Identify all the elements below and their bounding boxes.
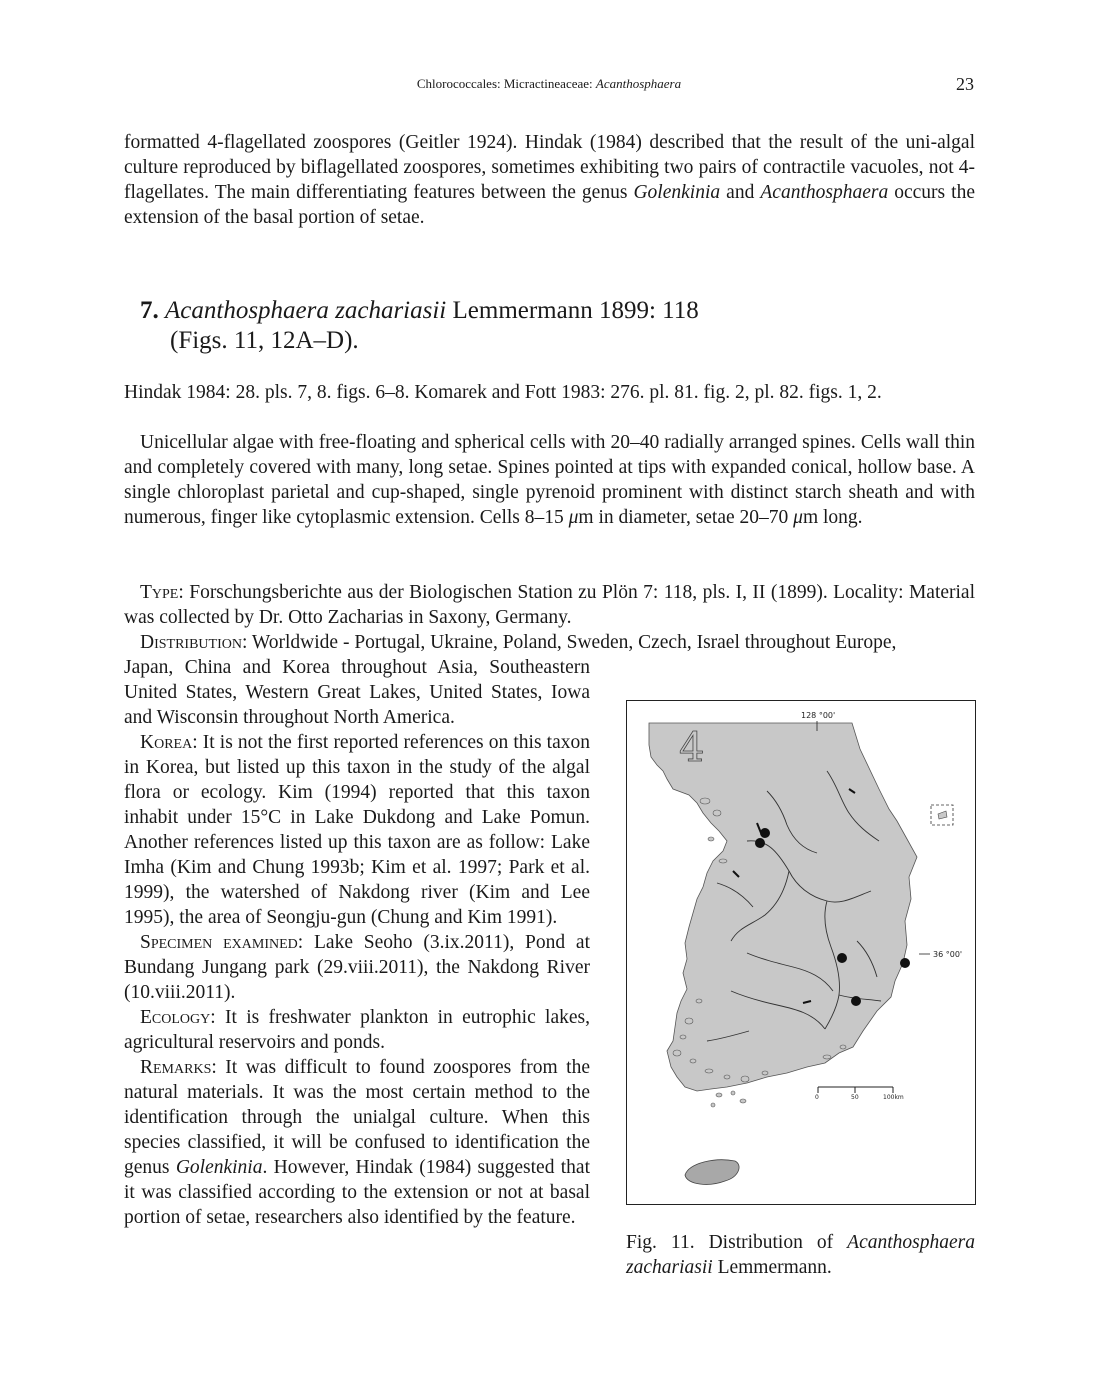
type-label: Type — [140, 582, 179, 603]
north-land-area — [649, 723, 917, 1091]
korea-text: : It is not the first reported references on this taxon in Korea, but listed up this taxon in the study of the algal flora or ecology. Kim (1994) reported that this taxon inhabit under 15°C in Lake Dukdong and Lake Pomun. Another references listed up this taxon are as follow: Lake Imha (Kim and Chung 1993b; Kim et al. 1997; Park et al. 1999), the watershed of Nakdong river (Kim and Lee 1995), the area of Seongju-gun (Chung and Kim 1991). — [124, 732, 590, 928]
longitude-label: 128 °00' — [801, 711, 836, 720]
latitude-label: 36 °00' — [933, 950, 963, 959]
reference-line: Hindak 1984: 28. pls. 7, 8. figs. 6–8. Komarek and Fott 1983: 276. pl. 81. fig. 2, pl. 82. figs. 1, 2. — [124, 382, 882, 403]
ecology-text: : It is freshwater plankton in eutrophic lakes, agricultural reservoirs and ponds. — [124, 1007, 590, 1053]
scale-label-100km: 100km — [883, 1094, 904, 1101]
distribution-label: Distribution — [140, 632, 242, 653]
specimen-label: Specimen examined — [140, 932, 298, 953]
record-point — [755, 838, 765, 848]
genus-acanthosphaera: Acanthosphaera — [760, 182, 889, 203]
running-header — [124, 76, 974, 96]
record-point — [760, 828, 770, 838]
korea-label: Korea — [140, 732, 193, 753]
ecology-label: Ecology — [140, 1007, 211, 1028]
species-number: 7. — [140, 297, 159, 324]
species-name: Acanthosphaera zachariasii — [165, 297, 447, 324]
remarks-paragraph — [124, 1055, 590, 1230]
record-point — [837, 953, 847, 963]
specimen-text: : Lake Seoho (3.ix.2011), Pond at Bundang Jungang park (29.viii.2011), the Nakdong River (10.viii.2011). — [124, 932, 590, 1003]
intro-paragraph — [124, 130, 975, 230]
scale-label-0: 0 — [815, 1094, 819, 1101]
scale-label-50: 50 — [851, 1094, 859, 1101]
caption-prefix: Fig. 11. Distribution of — [626, 1232, 848, 1253]
figure-caption — [626, 1230, 975, 1280]
remarks-label: Remarks — [140, 1057, 212, 1078]
caption-species-name: Acanthosphaera zachariasii — [626, 1232, 975, 1278]
distribution-map-figure — [626, 700, 976, 1205]
description-text: m long. — [802, 507, 863, 528]
record-point — [900, 958, 910, 968]
genus-golenkinia: Golenkinia — [633, 182, 721, 203]
caption-suffix: Lemmermann. — [712, 1257, 832, 1278]
distribution-continued: Japan, China and Korea throughout Asia, Southeastern United States, Western Great Lakes, United States, Iowa and Wisconsin throughout North America. — [124, 657, 590, 728]
description-text: m in diameter, setae 20–70 — [578, 507, 794, 528]
type-text: : Forschungsberichte aus der Biologischen Station zu Plön 7: 118, pls. I, II (1899). Locality: Material was collected by Dr. Otto Zacharias in Saxony, Germany. — [124, 582, 975, 628]
description-text: Unicellular algae with free-floating and spherical cells with 20–40 radially arranged spines. Cells wall thin and completely covered with many, long setae. Spines pointed at tips with expanded conical, hollow base. A single chloroplast parietal and cup-shaped, single pyrenoid prominent with distinct starch sheath and with numerous, finger like cytoplasmic extension. Cells 8–15 — [124, 432, 975, 528]
specimen-paragraph — [124, 930, 590, 1005]
species-figure-refs: (Figs. 11, 12A–D). — [170, 327, 359, 354]
micro-symbol: μ — [568, 507, 579, 528]
distribution-first-line — [124, 630, 975, 655]
micro-symbol: μ — [793, 507, 803, 528]
jeju-island — [685, 1160, 739, 1185]
korea-paragraph — [124, 730, 590, 930]
remarks-text: . However, Hindak (1984) suggested that it was classified according to the extension or not at basal portion of setae, researchers also identified by the feature. — [124, 1157, 590, 1228]
species-heading — [140, 296, 840, 356]
running-head-text: Chlorococcales: Micractineaceae: — [416, 76, 596, 91]
korea-distribution-map — [627, 701, 975, 1204]
running-head-genus: Acanthosphaera — [595, 76, 682, 91]
description-paragraph — [124, 430, 975, 530]
page-number: 23 — [956, 74, 974, 94]
distribution-text: : Worldwide - Portugal, Ukraine, Poland, Sweden, Czech, Israel throughout Europe, — [241, 632, 897, 653]
remarks-text: : It was difficult to found zoospores from the natural materials. It was the most certain method to the identification through the unialgal culture. When this species classified, it will be confused to identification the genus — [124, 1057, 590, 1178]
record-point — [851, 996, 861, 1006]
type-paragraph — [124, 580, 975, 630]
intro-text: and — [720, 182, 761, 203]
left-column — [124, 655, 590, 1230]
intro-text: formatted 4-flagellated zoospores (Geitler 1924). Hindak (1984) described that the result of the uni-algal culture reproduced by biflagellated zoospores, sometimes exhibiting two pairs of contractile vacuoles, not 4-flagellates. The main differentiating features between the genus — [124, 132, 975, 203]
type-section — [124, 580, 975, 655]
ecology-paragraph — [124, 1005, 590, 1055]
intro-text: occurs the extension of the basal portion of setae. — [124, 182, 976, 228]
ulleung-island — [938, 811, 947, 819]
scale-bar — [815, 1087, 904, 1101]
genus-golenkinia: Golenkinia — [175, 1157, 263, 1178]
running-head — [124, 76, 974, 92]
species-authority: Lemmermann 1899: 118 — [452, 297, 699, 324]
handwritten-mark: 4 — [679, 725, 705, 771]
